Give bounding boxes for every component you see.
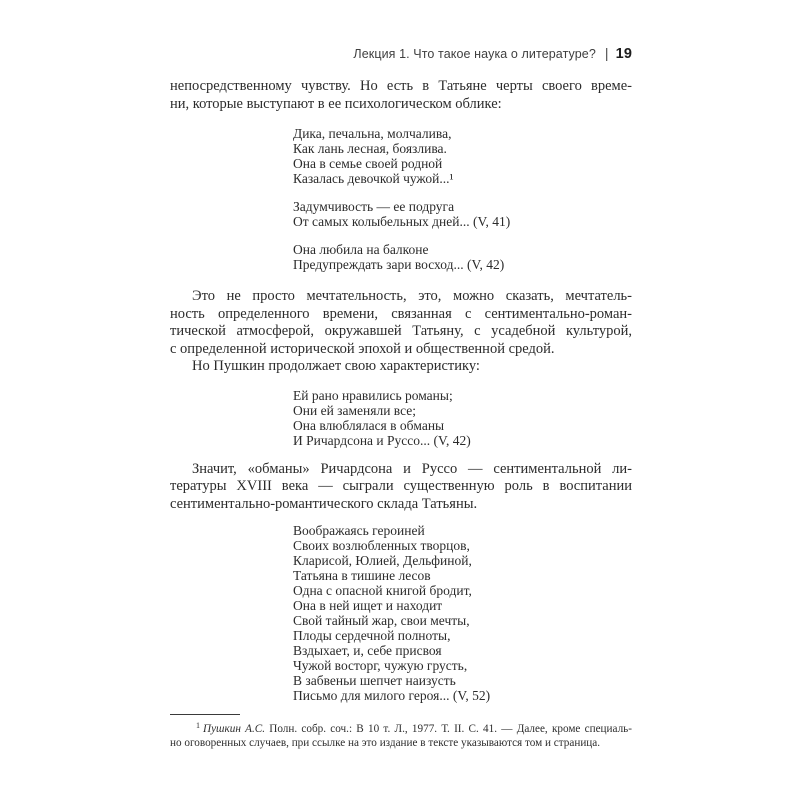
verse-line: Она любила на балконе <box>293 242 429 257</box>
header-separator: | <box>604 45 609 61</box>
verse-line: Ей рано нравились романы; <box>293 387 453 403</box>
verse-line: Свой тайный жар, свои мечты, <box>293 613 470 628</box>
footnote-author: Пушкин А.С. <box>203 723 265 735</box>
verse-stanza <box>293 199 632 229</box>
paragraph-line: сентиментально-романтического склада Татьяны. <box>170 495 478 512</box>
verse-line: Чужой восторг, чужую грусть, <box>293 658 468 673</box>
verse-line: Одна с опасной книгой бродит, <box>293 583 472 598</box>
running-header <box>170 44 632 63</box>
footnote-marker: 1 <box>196 721 200 730</box>
verse-line: Дика, печальна, молчалива, <box>293 126 452 141</box>
verse-stanza <box>293 126 632 186</box>
footnote <box>170 714 632 750</box>
verse-stanza <box>293 242 632 272</box>
verse-quote-b <box>170 388 632 448</box>
paragraph-line: Но Пушкин продолжает свою характеристику: <box>192 358 480 374</box>
verse-quote-a <box>170 126 632 272</box>
paragraph-line: Значит, «обманы» Ричардсона и Руссо — сентиментальной ли- <box>192 460 632 477</box>
verse-line: Письмо для милого героя... (V, 52) <box>293 688 491 703</box>
paragraph-line: ни, которые выступают в ее психологическом облике: <box>170 95 502 112</box>
footnote-line <box>170 719 632 736</box>
body-paragraph <box>170 288 632 358</box>
body-paragraph <box>170 461 632 514</box>
verse-line: От самых колыбельных дней... (V, 41) <box>293 214 511 229</box>
verse-line: Как лань лесная, боязлива. <box>293 141 447 156</box>
paragraph-line: непосредственному чувству. Но есть в Татьяне черты своего време- <box>170 78 632 94</box>
body-paragraph-continuation <box>170 78 632 113</box>
verse-line: Своих возлюбленных творцов, <box>293 538 470 553</box>
body-paragraph <box>170 358 632 376</box>
paragraph-line: с определенной исторической эпохой и общественной средой. <box>170 340 555 357</box>
paragraph-line: тической атмосферой, окружавшей Татьяну, с усадебной культурой, <box>170 323 632 339</box>
verse-stanza <box>293 523 632 703</box>
page-content <box>170 44 632 750</box>
verse-line: В забвеньи шепчет наизусть <box>293 673 456 688</box>
footnote-rule <box>170 714 240 715</box>
verse-line: Воображаясь героиней <box>293 523 425 538</box>
footnote-line: но оговоренных случаев, при ссылке на это издание в тексте указываются том и страница. <box>170 737 601 749</box>
verse-line: Задумчивость — ее подруга <box>293 199 455 214</box>
verse-line: Предупреждать зари восход... (V, 42) <box>293 257 505 272</box>
footnote-text: Полн. собр. соч.: В 10 т. Л., 1977. Т. II. С. 41. — Далее, кроме специаль- <box>269 723 633 735</box>
paragraph-line: тературы XVIII века — сыграли существенную роль в воспитании <box>170 478 632 494</box>
running-header-title: Лекция 1. Что такое наука о литературе? <box>353 47 596 61</box>
page-number: 19 <box>615 46 632 62</box>
verse-line: Они ей заменяли все; <box>293 402 416 418</box>
verse-line: Она влюблялася в обманы <box>293 417 445 433</box>
verse-line: Она в ней ищет и находит <box>293 598 443 613</box>
verse-line: Татьяна в тишине лесов <box>293 568 431 583</box>
verse-quote-c <box>170 523 632 703</box>
verse-line: Вздыхает, и, себе присвоя <box>293 643 442 658</box>
verse-line: Кларисой, Юлией, Дельфиной, <box>293 553 472 568</box>
paragraph-line: Это не просто мечтательность, это, можно сказать, мечтатель- <box>192 288 632 304</box>
verse-line: Она в семье своей родной <box>293 156 443 171</box>
paragraph-line: ность определенного времени, связанная с сентиментально-роман- <box>170 305 632 322</box>
verse-line: Плоды сердечной полноты, <box>293 628 451 643</box>
verse-line: И Ричардсона и Руссо... (V, 42) <box>293 432 471 448</box>
verse-stanza <box>293 388 632 448</box>
verse-line: Казалась девочкой чужой...¹ <box>293 171 454 186</box>
